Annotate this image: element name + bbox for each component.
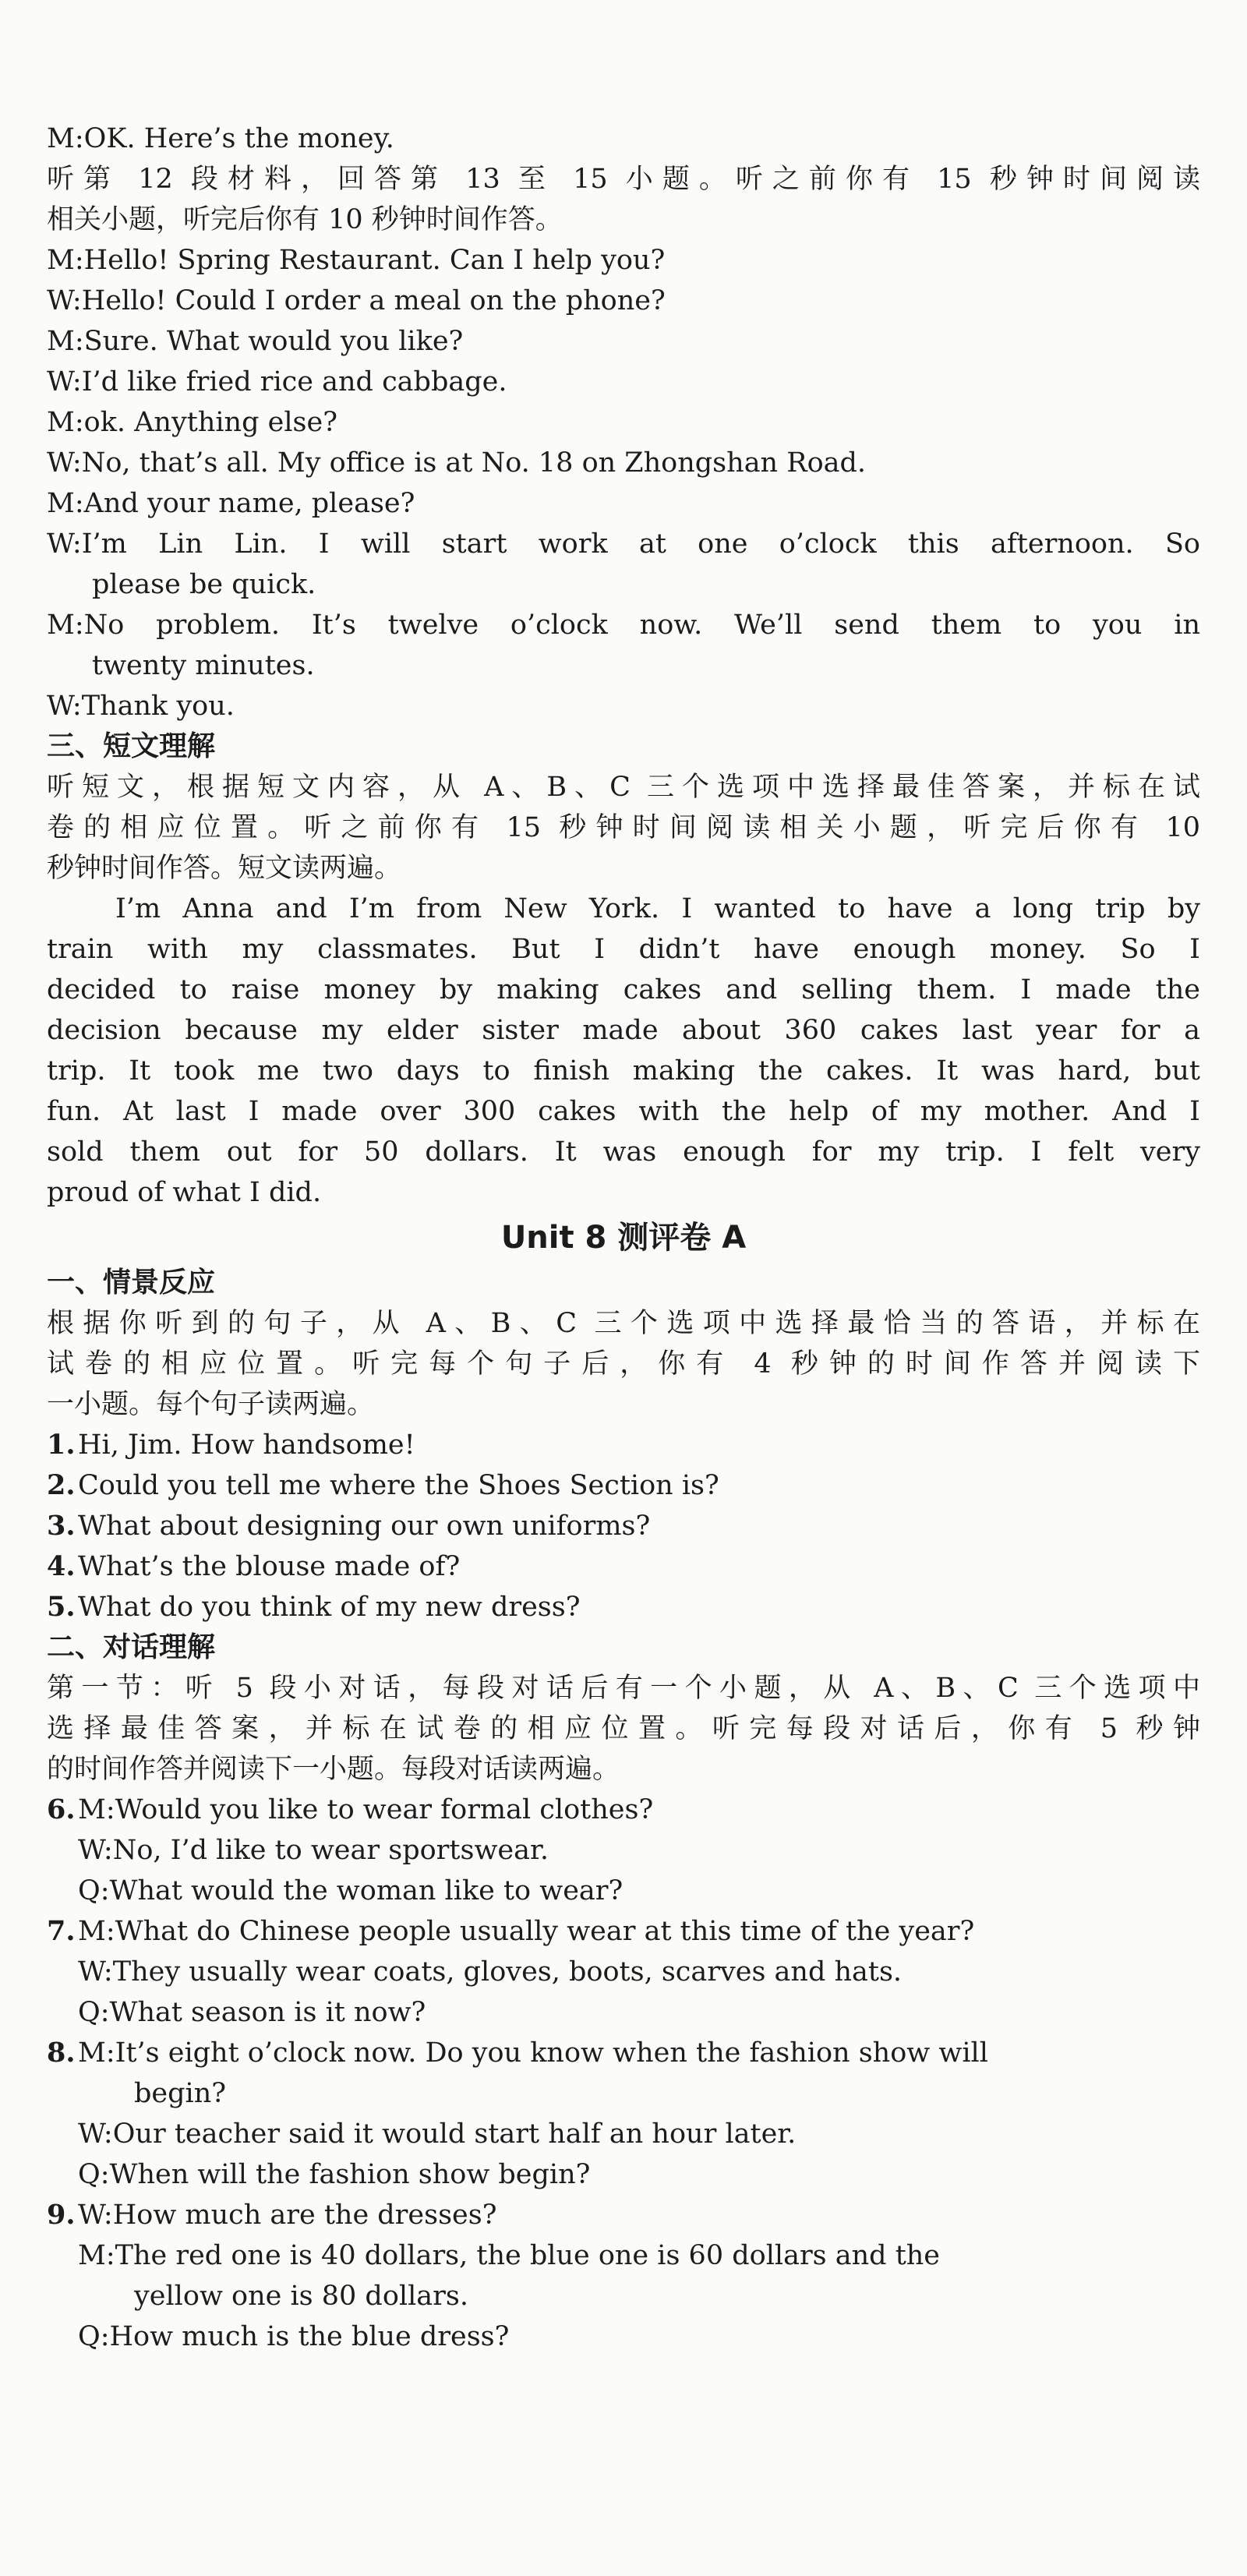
question-number: 7. — [47, 1915, 76, 1947]
dialogue-line-continued: twenty minutes. — [92, 650, 315, 681]
instruction-line: 听第 12 段材料，回答第 13 至 15 小题。听之前你有 15 秒钟时间阅读 — [47, 164, 1200, 195]
passage-line: fun. At last I made over 300 cakes with the help of my mother. And I — [47, 1096, 1200, 1127]
dialogue-line: W:They usually wear coats, gloves, boots, scarves and hats. — [78, 1956, 903, 1988]
instruction-line: 根据你听到的句子，从 A、B、C 三个选项中选择最恰当的答语，并标在 — [47, 1308, 1200, 1339]
dialogue-question: Q:What season is it now? — [78, 1997, 426, 2028]
passage-line: sold them out for 50 dollars. It was enough for my trip. I felt very — [47, 1136, 1200, 1168]
instruction-line: 秒钟时间作答。短文读两遍。 — [47, 853, 402, 884]
dialogue-line: W:Hello! Could I order a meal on the phone? — [47, 285, 666, 316]
instruction-line: 听短文，根据短文内容，从 A、B、C 三个选项中选择最佳答案，并标在试 — [47, 772, 1200, 803]
dialogue-question: Q:What would the woman like to wear? — [78, 1875, 624, 1906]
dialogue-line: W:No, that’s all. My office is at No. 18 on Zhongshan Road. — [47, 447, 867, 479]
dialogue-question: Q:When will the fashion show begin? — [78, 2159, 591, 2190]
instruction-line: 卷的相应位置。听之前你有 15 秒钟时间阅读相关小题，听完后你有 10 — [47, 812, 1200, 843]
question-number: 8. — [47, 2037, 76, 2069]
passage-line: I’m Anna and I’m from New York. I wanted to have a long trip by — [115, 893, 1200, 924]
dialogue-line: W:How much are the dresses? — [78, 2200, 497, 2231]
passage-line: decided to raise money by making cakes and selling them. I made the — [47, 974, 1200, 1005]
question-number: 1. — [47, 1429, 76, 1461]
instruction-line: 选择最佳答案，并标在试卷的相应位置。听完每段对话后，你有 5 秒钟 — [47, 1713, 1200, 1744]
dialogue-line: W:No, I’d like to wear sportswear. — [78, 1835, 549, 1866]
dialogue-line: M:Sure. What would you like? — [47, 326, 464, 357]
section-heading-dialogue-comprehension: 二、对话理解 — [47, 1631, 216, 1663]
question-text: What about designing our own uniforms? — [78, 1511, 651, 1542]
instruction-line: 第一节：听 5 段小对话，每段对话后有一个小题，从 A、B、C 三个选项中 — [47, 1673, 1200, 1704]
question-text: What’s the blouse made of? — [78, 1551, 461, 1582]
dialogue-line: M:What do Chinese people usually wear at this time of the year? — [78, 1916, 975, 1947]
passage-line: proud of what I did. — [47, 1177, 322, 1208]
dialogue-line: W:Thank you. — [47, 691, 235, 722]
question-number: 4. — [47, 1550, 76, 1582]
section-heading-situational-response: 一、情景反应 — [47, 1267, 216, 1299]
instruction-line: 一小题。每个句子读两遍。 — [47, 1389, 375, 1420]
question-number: 6. — [47, 1793, 76, 1825]
passage-line: train with my classmates. But I didn’t have enough money. So I — [47, 934, 1200, 965]
unit-title: Unit 8 测评卷 A — [500, 1220, 747, 1256]
dialogue-line: W:Our teacher said it would start half an hour later. — [78, 2118, 797, 2150]
dialogue-line: M:OK. Here’s the money. — [47, 123, 394, 154]
question-text: Hi, Jim. How handsome! — [78, 1429, 415, 1461]
dialogue-question-item — [47, 2033, 1200, 2073]
dialogue-line-continued: yellow one is 80 dollars. — [134, 2281, 468, 2312]
instruction-line: 试卷的相应位置。听完每个句子后，你有 4 秒钟的时间作答并阅读下 — [47, 1348, 1200, 1380]
dialogue-line-continued: please be quick. — [92, 569, 316, 600]
question-item — [47, 1425, 1200, 1465]
question-number: 3. — [47, 1510, 76, 1542]
question-text: What do you think of my new dress? — [78, 1592, 581, 1623]
question-number: 9. — [47, 2199, 76, 2231]
dialogue-line: M:It’s eight o’clock now. Do you know when the fashion show will — [78, 2037, 988, 2069]
dialogue-question-item — [47, 1911, 1200, 1952]
dialogue-question-item — [47, 2195, 1200, 2235]
dialogue-line: M:ok. Anything else? — [47, 407, 337, 438]
passage-line: trip. It took me two days to finish making the cakes. It was hard, but — [47, 1055, 1200, 1087]
dialogue-question-item — [47, 1790, 1200, 1830]
dialogue-line-continued: begin? — [134, 2078, 227, 2109]
instruction-line: 的时间作答并阅读下一小题。每段对话读两遍。 — [47, 1754, 620, 1785]
section-heading-short-passage: 三、短文理解 — [47, 730, 216, 762]
dialogue-line: M:And your name, please? — [47, 488, 415, 519]
question-item — [47, 1465, 1200, 1506]
question-item — [47, 1506, 1200, 1546]
question-number: 2. — [47, 1469, 76, 1501]
dialogue-line: M:Would you like to wear formal clothes? — [78, 1794, 654, 1825]
dialogue-line: W:I’d like fried rice and cabbage. — [47, 366, 507, 398]
dialogue-line: W:I’m Lin Lin. I will start work at one o’clock this afternoon. So — [47, 528, 1200, 560]
dialogue-line: M:No problem. It’s twelve o’clock now. We’ll send them to you in — [47, 610, 1200, 641]
dialogue-line: M:Hello! Spring Restaurant. Can I help you? — [47, 245, 666, 276]
dialogue-question: Q:How much is the blue dress? — [78, 2321, 510, 2352]
question-item — [47, 1546, 1200, 1587]
question-text: Could you tell me where the Shoes Section is? — [78, 1470, 719, 1501]
instruction-line: 相关小题，听完后你有 10 秒钟时间作答。 — [47, 204, 563, 235]
dialogue-line: M:The red one is 40 dollars, the blue one is 60 dollars and the — [78, 2240, 941, 2271]
question-number: 5. — [47, 1591, 76, 1623]
passage-line: decision because my elder sister made about 360 cakes last year for a — [47, 1015, 1200, 1046]
question-item — [47, 1587, 1200, 1627]
